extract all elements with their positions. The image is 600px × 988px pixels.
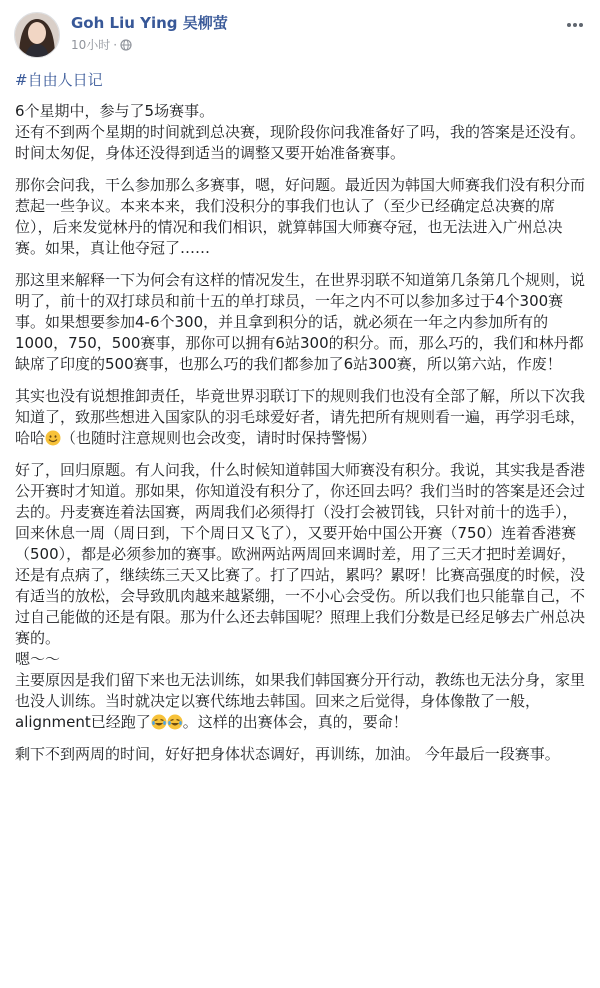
paragraph: 那你会问我，干么参加那么多赛事，嗯，好问题。最近因为韩国大师赛我们没有积分而惹起一些争议。本来本来，我们没积分的事我们也认了（至少已经确定总决赛的席位），后来发觉林丹的情况和我们相识，就算韩国大师赛夺冠，也无法进入广州总决赛。如果，真让他夺冠了…… [15, 176, 586, 257]
paragraph: 剩下不到两周的时间，好好把身体状态调好，再训练，加油。 今年最后一段赛事。 [15, 745, 560, 763]
globe-icon[interactable] [120, 39, 132, 51]
paragraph: 6个星期中，参与了5场赛事。 还有不到两个星期的时间就到总决赛，现阶段你问我准备好了吗，我的答案是还没有。 时间太匆促，身体还没得到适当的调整又要开始准备赛事。 [15, 102, 586, 162]
post-body [15, 70, 587, 776]
paragraph-text: 。这样的出赛体会，真的，要命！ [182, 713, 408, 731]
paragraph-text: 好了，回归原题。有人问我，什么时候知道韩国大师赛没有积分。我说，其实我是香港公开赛时才知道。那如果，你知道没有积分了，你还回去吗？我们当时的答案是还会过去的。丹麦赛连着法国赛，两周我们必须得打（没打会被罚钱，只针对前十的选手），回来休息一周（周日到，下个周日又飞了），又要开始中国公开赛（750）连着香港赛（500），都是必须参加的赛事。欧洲两站两周回来调时差，用了三天才把时差调好，还是有点病了，继续练三天又比赛了。打了四站，累吗？累呀！比赛高强度的时候，没有适当的放松，会导致肌肉越来越紧绷，一不小心会受伤。所以我们也只能靠自己，不过自己能做的还是有限。那为什么还去韩国呢？照理上我们分数是已经足够去广州总决赛的。 嗯～～ 主要原因是我们留下来也无法训练，如果我们韩国赛分开行动，教练也无法分身，家里也没人训练。当时就决定以赛代练地去韩国。回来之后觉得，身体像散了一般，alignment已经跑了 [15, 461, 586, 731]
post-time[interactable]: 10小时 [71, 38, 111, 52]
tears-of-joy-emoji [151, 714, 167, 730]
paragraph-text: 其实也没有说想推卸责任，毕竟世界羽联订下的规则我们也没有全部了解，所以下次我知道了，致那些想进入国家队的羽毛球爱好者，请先把所有规则看一遍，再学羽毛球，哈哈 [15, 387, 586, 447]
tears-of-joy-emoji [167, 714, 183, 730]
post-meta [71, 36, 132, 53]
hashtag-link[interactable]: #自由人日记 [15, 71, 103, 89]
avatar[interactable] [14, 12, 60, 58]
paragraph: 那这里来解释一下为何会有这样的情况发生，在世界羽联不知道第几条第几个规则，说明了，前十的双打球员和前十五的单打球员，一年之内不可以参加多过于4个300赛事。如果想要参加4-6个300，并且拿到积分的话，就必须在一年之内参加所有的1000，750，500赛事，那你可以拥有6站300的积分。而，那么巧的，我们和林丹都缺席了印度的500赛事，也那么巧的我们都参加了6站300赛，所以第六站，作废！ [15, 271, 586, 373]
author-name[interactable]: Goh Liu Ying 吴柳萤 [71, 14, 228, 32]
meta-separator: · [113, 37, 118, 52]
more-horizontal-icon[interactable] [564, 14, 586, 36]
paragraph-text: （也随时注意规则也会改变，请时时保持警惕） [61, 429, 377, 447]
paragraph [15, 386, 587, 449]
smiling-face-emoji [45, 430, 61, 446]
post-header [0, 0, 600, 70]
paragraph [15, 460, 587, 733]
